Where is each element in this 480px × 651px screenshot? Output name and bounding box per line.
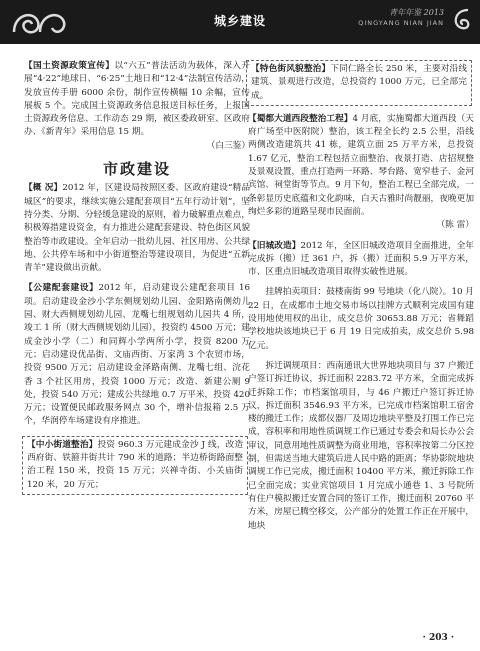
paragraph-shudu-avenue bbox=[248, 113, 474, 233]
paragraph-body: 2012 年，启动建设公建配套项目 16 项。启动建设金沙小学东侧规划幼儿园、金阳路南侧幼儿园、财大西侧规划幼儿园、龙嘴七组规划幼儿园共 4 所，竣工 1 所（财大西侧规划幼儿园），投资约 4500 万元；建成金沙小学（二）和同辉小学两所小学，投资 8200 万元；启动建设优品街、文庙西街、万家湾 3 个农贸市场，投资 9500 万元；启动建设金泽路南侧、龙嘴七组、浣花香 3 个社区用房，投资 1000 万元；改造、新建公厕 9 处，投资 540 万元；建成公共绿地 0.7 万平米，投资 420 万元；设置便民邮政服务网点 30 个，增补信报箱 2.5 万个，华润停车场建设有序推进。 bbox=[24, 283, 251, 427]
page-number: · 203 · bbox=[422, 633, 454, 643]
author-signature: （陈 雷） bbox=[436, 220, 474, 231]
section-header-title: 城乡建设 bbox=[213, 14, 266, 28]
header-brand-name: 青年年鉴 2013 bbox=[389, 8, 444, 17]
paragraph-land-policy bbox=[24, 60, 250, 153]
paragraph-heading: 【概 况】 bbox=[24, 183, 63, 194]
paragraph-heading: 【公建配套建设】 bbox=[24, 283, 99, 294]
paragraph-heading: 【国土资源政策宣传】 bbox=[24, 61, 115, 71]
paragraph-body: 下同仁路全长 250 米，主要对沿线建筑、景观进行改造，总投资约 1000 万元，已全部完成。 bbox=[251, 64, 468, 101]
paragraph-heading: 【旧城改造】 bbox=[248, 240, 301, 251]
paragraph-auction-projects: 挂牌拍卖项目：鼓楼南街 99 号地块（化八院）。10 月 22 日，在成都市土地交易市场以挂牌方式顺利完成国有建设用地使用权的出让，成交总价 30653.88 万元；省舞蹈学校地块该地块已于 6 月 19 日完成拍卖，成交总价 5.98 亿元。 bbox=[248, 287, 474, 351]
paragraph-body: 2012 年，全区旧城改造项目全面推进，全年完成拆（搬）迁 361 户，拆（搬）迁面积 5.9 万平方米，市、区重点旧城改造项目取得实破性进展。 bbox=[248, 240, 474, 278]
paragraph-old-city-renovation bbox=[248, 240, 474, 280]
header-brand-sub: QINGYANG NIAN JIAN bbox=[358, 19, 444, 27]
header-brand bbox=[358, 8, 444, 28]
page-header bbox=[0, 0, 480, 44]
left-column bbox=[24, 60, 250, 502]
paragraph-body: 投资 960.3 万元建成金沙 J 线，改造西府街、铁箍井街共计 790 米的道路；半边桥街路面整治工程 150 米，投资 15 万元；兴禅寺街、小关庙街 120 米，20 万元； bbox=[27, 439, 244, 490]
paragraph-overview bbox=[24, 182, 250, 275]
paragraph-heading: 【特色街风貌整治】 bbox=[251, 64, 331, 74]
paragraph-relocation-projects: 拆迁调规项目：西南通讯大世界地块项目与 37 户搬迁户签订拆迁协议，拆迁面积 2283.72 平方米，全面完成拆迁拆除工作；市档案馆项目，与 46 户搬迁户签订拆迁协议，拆迁面积 3546.93 平方米，已完成市档案馆职工宿舍楼的搬迁工作；成都仪器厂及周边地块平整及打围工作已完成，容积率和用地性质调规工作已通过专委会和局长办公会审议，同意用地性质调整为商业用地，容积率按第二分区控制，但需送当地大建筑后进人民中路的距离；华协影院地块调规工作已完成，搬迁面积 10400 平方米，搬迁拆除工作已全面完成；实业宾馆项目 1 月完成小通巷 1、3 号院所有住户模拟搬迁安置合同的签订工作，搬迁面积 20760 平方米，房屋已腾空移交，公产部分的处置工作正在开展中，地块 bbox=[248, 360, 474, 531]
section-title: 市政建设 bbox=[102, 160, 171, 179]
boxed-paragraph-featured-street bbox=[246, 60, 472, 106]
right-column bbox=[248, 60, 474, 540]
paragraph-heading: 【中小街道整治】 bbox=[27, 439, 98, 450]
paragraph-heading: 【蜀都大道西段整治工程】 bbox=[248, 113, 353, 124]
paragraph-public-facilities bbox=[24, 282, 250, 428]
decorative-swirl-icon bbox=[448, 6, 474, 36]
paragraph-body: 2012 年，区建设局按照区委、区政府建设“精品城区”的要求，继续实施公建配套项目“五年行动计划”，坚持分类、分期、分轻缓急建设的原则，着力破解重点难点，积极筹措建设资金，有力推进公建配套建设、特色街区风貌整治等市政建设。全年启动一批幼儿园、社区用房、公共绿地、公共停车场和中小街道整治等建设项目，为促进“五新青羊”建设做出贡献。 bbox=[24, 183, 251, 274]
paragraph-body: 以“六五”普法活动为载体，深入开展“4·22”地球日、“6·25”土地日和“12·4”法制宣传活动，发放宣传手册 6000 余份，制作宣传横幅 10 余幅，宣传展板 5 个。完成国土资源政务信息报送目标任务，上报国土资源政务信息、工作动态 29 期，被区委政研室、区政府办、《新青年》采用信息 15 期。 bbox=[24, 61, 251, 138]
boxed-paragraph-street-renovation bbox=[22, 436, 248, 495]
author-signature: （白三鉴） bbox=[206, 140, 250, 151]
paragraph-body: 4 月底，实施蜀都大道西段（天府广场至中医附院）整治，该工程全长约 2.5 公里，沿线两侧改造建筑共 41 栋，建筑立面 25 万平方米，总投资 1.67 亿元，整治工程包括立面整治、夜景打造、店招规整及景观设置，重点打造两一环路、琴台路、宽窄巷子、金河宾馆、祠堂街等节点。9 月下旬，整治工程已全部完成，一条彰显历史底蕴和文化韵味，白天古雅时尚靓丽，夜晚更加绚烂多彩的道路呈现市民面前。 bbox=[248, 113, 474, 217]
